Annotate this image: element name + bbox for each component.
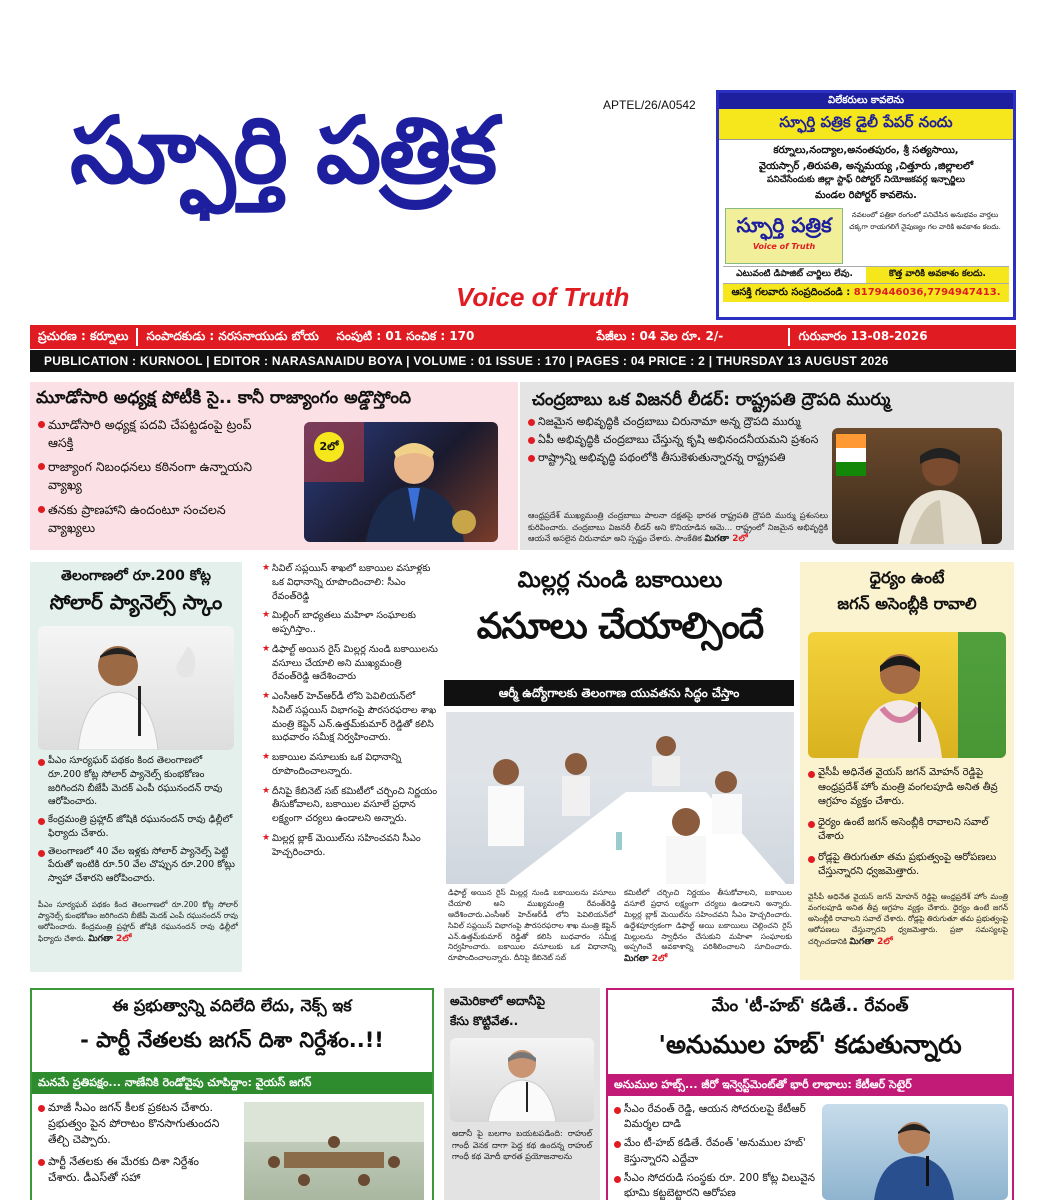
story-bullet: రాజ్యాంగ నిబంధనలు కఠినంగా ఉన్నాయని వ్యాఖ్య: [38, 458, 270, 494]
story-body-left: డిఫాల్ట్ అయిన రైస్ మిల్లర్ల నుండి బకాయిలను వసూలు చేయాలి అని ముఖ్యమంత్రి రేవంత్‌రెడ్డి ఆదేశించారు.ఎంసీఆర్ హెచ్ఆర్‌డీ లోని పెవిలియన్‌లో సివిల్ సప్లయిస్ విభాగంపై పౌరసరఫరాల శాఖ మంత్రి కెప్టెన్ ఎన్.ఉత్తమ్‌కుమార్ రెడ్డితో కలిసి బుధవారం సమీక్ష నిర్వహించారు. బకాయిల వసూలుకు ఒక విధానాన్ని రూపొందించాలన్నారు. దీనిపై కేబినెట్ సబ్: [448, 888, 616, 963]
story-subhead: మనమే ప్రతిపక్షం... నాణేనికి రెండోవైపు చూపిద్దాం: వైయస్ జగన్: [32, 1072, 432, 1094]
story-kicker: ధైర్యం ఉంటే: [869, 568, 945, 587]
story-kicker: మిల్లర్ల నుండి బకాయిలు: [517, 568, 723, 593]
see-more: [88, 934, 131, 944]
politician-figure-icon: [38, 626, 234, 750]
story-bullet: ★ సివిల్ సప్లయిస్ శాఖలో బకాయిల వసూళ్లకు ఒక విధానాన్ని రూపొందించాలి: సీఎం రేవంత్‌రెడ్డి: [262, 562, 438, 603]
reporters-wanted-ad: [716, 90, 1016, 320]
story-body: అదానీ పై బలగాం బయటపడింది: రాహుల్ గాంధీ వెనక దాగా పెద్ద కథ ఉందన్న రాహుల్ గాంధీ కథ మోదీ భారత ప్రయోజనాలను: [452, 1129, 592, 1162]
publication-place: ప్రచురణ : కర్నూలు: [38, 328, 129, 343]
story-headline: జగన్ అసెంబ్లీకి రావాలి: [837, 594, 977, 613]
story-headline: కేసు కొట్టివేత..: [450, 1014, 519, 1028]
see-more-page: 2లో: [877, 936, 893, 947]
ad-body-line: మండల రిపోర్టర్ కావలెను.: [815, 189, 917, 201]
editor: సంపాదకుడు : నరసనాయుడు బోయ: [146, 328, 319, 343]
see-more-page: 2లో: [732, 534, 748, 545]
story-bullet: పార్టీ నేతలకు ఈ మేరకు దిశా నిర్దేశం చేశారు. డీఎస్‌తో సహా: [38, 1154, 234, 1186]
story-kicker: తెలంగాణలో రూ.200 కోట్ల: [61, 568, 211, 584]
ad-header: విలేకరులు కావలెను: [719, 93, 1013, 109]
story-body-text: ఆంధ్రప్రదేశ్ ముఖ్యమంత్రి చంద్రబాబు పాలనా దక్షతపై భారత రాష్ట్రపతి ద్రౌపది ముర్ము ప్రశంసలు కురిపించారు. చంద్రబాబు విజనరీ లీడర్ అని కొనియాడిన ఆమె... రాష్ట్రంలో నిజమైన అభివృద్ధికి ఆయనే అసలైన చిరునామా అని స్పష్టం చేశారు. సాంకేతిక: [528, 511, 828, 544]
story-bullet: మాజీ సీఎం జగన్ కీలక ప్రకటన చేశారు. ప్రభుత్వం పైన పోరాటం కొనసాగుతుందని తేల్చి చెప్పారు.: [38, 1100, 234, 1148]
issue-date: గురువారం 13-08-2026: [798, 328, 928, 343]
rahul-photo: [450, 1038, 594, 1122]
story-bullet: మేం టీ-హబ్ కడితే. రేవంత్ 'అనుముల హబ్' కెస్తున్నారని ఎద్దేవా: [614, 1136, 818, 1166]
story-solar-scam: [30, 562, 242, 972]
ktr-figure-icon: [822, 1104, 1008, 1200]
story-body-text: పీఎం సూర్యఘర్ పథకం కింద తెలంగాణలో రూ.200 కోట్ల సోలార్ ప్యానెల్స్ కుంభకోణం జరిగిందని బీజేపీ మెదక్ ఎంపీ రఘునందన్ రావు ఆరోపించారు. కేంద్రమంత్రి ప్రహ్లాద్ జోషికి రఘునందన్ రావు ఢిల్లీలో ఫిర్యాదు చేశారు.: [38, 900, 238, 943]
story-headline: 'అనుముల హబ్' కడుతున్నారు: [658, 1030, 962, 1059]
story-trump: [30, 382, 518, 550]
story-bullet: ★ మిల్లింగ్ బాధ్యతలు మహిళా సంఘాలకు అప్పగిస్తాం..: [262, 609, 438, 637]
ad-logo-text: స్ఫూర్తి పత్రిక: [736, 213, 832, 238]
ad-contact: [723, 284, 1009, 302]
raghunandan-photo: [38, 626, 234, 750]
story-bullet: పీఎం సూర్యఘర్ పథకం కింద తెలంగాణలో రూ.200 కోట్ల సోలార్ ప్యానెల్స్ కుంభకోణం జరిగిందని బీజేపీ మెదక్ ఎంపీ రఘునందన్ రావు ఆరోపించారు.: [38, 754, 238, 809]
story-murmu: [520, 382, 1014, 550]
story-bullet: తెలంగాణలో 40 వేల ఇళ్లకు సోలార్ ప్యానెల్స్ పెట్టి పేరుతో ఇంటికి రూ.50 వేల చొప్పున రూ.200 కోట్లు స్వాహా చేశారని ఆరోపించారు.: [38, 845, 238, 886]
tagline: Voice of Truth: [456, 282, 630, 312]
story-jagan: [30, 988, 434, 1200]
ad-title: స్ఫూర్తి పత్రిక డైలీ పేపర్ నందు: [719, 109, 1013, 140]
story-bullet: కేంద్రమంత్రి ప్రహ్లాద్ జోషికి రఘునందన్ రావు ఢిల్లీలో ఫిర్యాదు చేశారు.: [38, 813, 238, 841]
story-kicker: అమెరికాలో అదానీపై: [450, 994, 546, 1008]
ad-logo-sub: Voice of Truth: [752, 242, 816, 252]
story-ktr: [606, 988, 1014, 1200]
story-bullet: ★ ఎంసీఆర్ హెచ్ఆర్‌డీ లోని పెవిలియన్‌లో సివిల్ సప్లయిస్ విభాగంపై పౌరసరఫరాల శాఖ మంత్రి కెప్టెన్ ఎన్.ఉత్తమ్‌కుమార్ రెడ్డితో కలిసి బుధవారం సమీక్ష నిర్వహించారు.: [262, 690, 438, 745]
president-figure-icon: [832, 428, 1002, 544]
masthead-title: స్ఫూర్తి పత్రిక: [70, 97, 496, 204]
story-headline: వసూలు చేయాల్సిందే: [476, 606, 764, 647]
ad-contact-label: ఆసక్తి గలవారు సంప్రదించండి :: [731, 287, 851, 299]
story-body-text: కమిటీలో చర్చించి నిర్ణయం తీసుకోవాలని, బకాయిల వసూలే ప్రధాన లక్ష్యంగా చర్యలు ఉండాలని అన్నారు. మిల్లర్ల బ్లాక్ మెయిల్‌ను సహించవని సీఎం హెచ్చరించారు. ఉద్దేశపూర్వకంగా డిఫాల్ట్ అయి బకాయిలు చెల్లించని రైస్ మిల్లులను స్వాధీనం చేసుకుని మహిళా సంఘాలకు అప్పగించే అవకాశాన్ని పరిశీలించాలని సూచించారు.: [624, 888, 792, 952]
story-bullet: వైసీపీ అధినేత వైయస్ జగన్ మోహన్ రెడ్డిపై ఆంధ్రప్రదేశ్ హోం మంత్రి వంగలపూడి అనిత తీవ్ర ఆగ్రహం వ్యక్తం చేశారు.: [808, 766, 1010, 810]
trump-photo: [304, 422, 498, 542]
registration-number: APTEL/26/A0542: [603, 98, 696, 112]
ad-body: [719, 140, 1013, 206]
story-headline: - పార్టీ నేతలకు జగన్ దిశా నిర్దేశం..!!: [80, 1028, 384, 1052]
see-more: [849, 937, 892, 947]
review-meeting-photo: [446, 712, 794, 884]
ad-body-line: కర్నూలు,నంద్యాల,అనంతపురం, శ్రీ సత్యసాయి,: [773, 145, 959, 156]
anitha-photo: [808, 632, 1006, 758]
story-bullet: రాష్ట్రాన్ని అభివృద్ధి పథంలోకి తీసుకెళుతున్నారన్న రాష్ట్రపతి: [528, 450, 826, 466]
ad-phone: 8179446036,7794947413.: [853, 287, 1001, 299]
see-more-page: 2లో: [115, 933, 132, 944]
page-badge: 2లో: [314, 432, 344, 462]
ad-body-line: వైయస్సార్ ,తిరుపతి, అన్నమయ్య ,చిత్తూరు ,జిల్లాలలో: [758, 160, 974, 172]
story-adani: [444, 988, 600, 1200]
story-subhead: ఆర్మీ ఉద్యోగాలకు తెలంగాణ యువతను సిద్ధం చేస్తాం: [444, 680, 794, 706]
ktr-photo: [822, 1104, 1008, 1200]
volume-issue: సంపుటి : 01 సంచిక : 170: [336, 328, 475, 343]
ad-logo: [725, 208, 843, 264]
story-bullet: ఏపీ అభివృద్ధికి చంద్రబాబు చేస్తున్న కృషి అభినందనీయమని ప్రశంస: [528, 432, 826, 448]
meeting-scene-icon: [446, 712, 794, 884]
story-headline: చంద్రబాబు ఒక విజనరీ లీడర్: రాష్ట్రపతి ద్రౌపది ముర్ము: [532, 390, 891, 410]
see-more-label: మిగతా: [88, 933, 113, 944]
story-headline: సోలార్ ప్యానెల్స్ స్కాం: [49, 590, 223, 614]
story-bullet: తనకు ప్రాణహాని ఉందంటూ సంచలన వ్యాఖ్యలు: [38, 501, 270, 537]
see-more: [704, 534, 747, 544]
story-bullet: ★ మిల్లర్ల బ్లాక్ మెయిల్‌ను సహించవని సీఎం హెచ్చరించారు.: [262, 832, 438, 860]
story-bullet: ధైర్యం ఉంటే జగన్ అసెంబ్లీకి రావాలని సవాల్ చేశారు: [808, 816, 1010, 845]
story-bullet: ★ దీనిపై కేబినెట్ సబ్ కమిటీలో చర్చించి నిర్ణయం తీసుకోవాలని, బకాయిల వసూలే ప్రధాన లక్ష్యంగా చర్యలు ఉండాలని అన్నారు.: [262, 785, 438, 826]
see-more-label: మిగతా: [849, 936, 874, 947]
minister-figure-icon: [808, 632, 1006, 758]
story-bullet: మూడోసారి అధ్యక్ష పదవి చేపట్టడంపై ట్రంప్ ఆసక్తి: [38, 416, 270, 452]
ad-strip-right: కొత్త వారికి అవకాశం కలదు.: [866, 267, 1009, 283]
story-subhead: అనుముల హబ్స్... జీరో ఇన్వెస్ట్‌మెంట్‌తో భారీ లాభాలు: కేటీఆర్ సెటైర్: [608, 1074, 1012, 1096]
pages-price: పేజీలు : 04 వెల రూ. 2/-: [596, 328, 724, 343]
story-body-right: [624, 888, 792, 966]
see-more-label: మిగతా: [624, 954, 649, 965]
info-bar-english: PUBLICATION : KURNOOL | EDITOR : NARASANAIDU BOYA | VOLUME : 01 ISSUE : 170 | PAGES : 04 PRICE : 2 | THURSDAY 13 AUGUST 2026: [30, 350, 1016, 372]
story-bullet: ★ డిఫాల్ట్ అయిన రైస్ మిల్లర్ల నుండి బకాయిలను వసూలు చేయాలి అని ముఖ్యమంత్రి రేవంత్‌రెడ్డి ఆదేశించారు: [262, 643, 438, 684]
story-bullet: రోడ్లపై తిరుగుతూ తమ ప్రభుత్వంపై ఆరోపణలు చేస్తున్నారని ధ్వజమెత్తారు.: [808, 851, 1010, 880]
see-more-label: మిగతా: [704, 534, 730, 545]
story-body: [528, 510, 828, 546]
see-more: [624, 954, 667, 964]
info-bar-telugu: [30, 325, 1016, 349]
story-anitha: [800, 562, 1014, 980]
story-bullet: సీఎం రేవంత్ రెడ్డి, ఆయన సోదరులపై కేటీఆర్ విమర్శల దాడి: [614, 1102, 818, 1132]
murmu-photo: [832, 428, 1002, 544]
ad-side-text: నవలంలో పత్రికా రంగంలో పనిచేసిన అనుభవం వార్తలు చక్కగా రాయగలిగే నైపుణ్యం గల వారికి అవకాశం కలదు.: [849, 211, 1001, 231]
ad-strip-left: ఎటువంటి డిపాజిట్ చార్జిలు లేవు.: [736, 269, 853, 280]
meeting-hall-icon: [244, 1102, 424, 1200]
story-bullet: నిజమైన అభివృద్ధికి చంద్రబాబు చిరునామా అన్న ద్రౌపది ముర్ము: [528, 414, 826, 430]
rahul-figure-icon: [450, 1038, 594, 1122]
story-body: [808, 892, 1008, 949]
story-kicker: ఈ ప్రభుత్వాన్ని వదిలేది లేదు, నెక్స్ ఇక: [112, 996, 352, 1015]
story-body-text: వైసీపీ అధినేత వైయస్ జగన్ మోహన్ రెడ్డిపై ఆంధ్రప్రదేశ్ హోం మంత్రి వంగలపూడి అనిత తీవ్ర ఆగ్రహం వ్యక్తం చేశారు. ధైర్యం ఉంటే జగన్ అసెంబ్లీకి రావాలని సవాల్ చేశారు. రోడ్లపై తిరుగుతూ తమ ప్రభుత్వంపై ఆరోపణలు చేస్తున్నారని ధ్వజమెత్తారు. ప్రజా సమస్యలపై చర్చించడానికి: [808, 892, 1008, 946]
story-millers-bullets: [262, 562, 438, 972]
story-headline: మూడోసారి అధ్యక్ష పోటీకి సై.. కానీ రాజ్యాంగం అడ్డొస్తోంది: [36, 388, 411, 408]
story-body: [38, 900, 238, 946]
story-bullet: ★ బకాయిల వసూలుకు ఒక విధానాన్ని రూపొందించాలన్నారు.: [262, 751, 438, 779]
ad-body-line: పనిచేసేందుకు జిల్లా స్టాఫ్ రిపోర్టర్ నియోజకవర్గ ఇన్చార్జిలు: [767, 175, 965, 185]
story-bullet: సీఎం సోదరుడి సంస్థకు రూ. 200 కోట్ల విలువైన భూమి కట్టబెట్టారని ఆరోపణ: [614, 1171, 818, 1200]
see-more-page: 2లో: [651, 954, 668, 965]
story-kicker: మేం 'టీ-హబ్' కడితే.. రేవంత్: [711, 996, 909, 1016]
story-millers-lead: [444, 562, 796, 980]
party-meeting-photo: [244, 1102, 424, 1200]
